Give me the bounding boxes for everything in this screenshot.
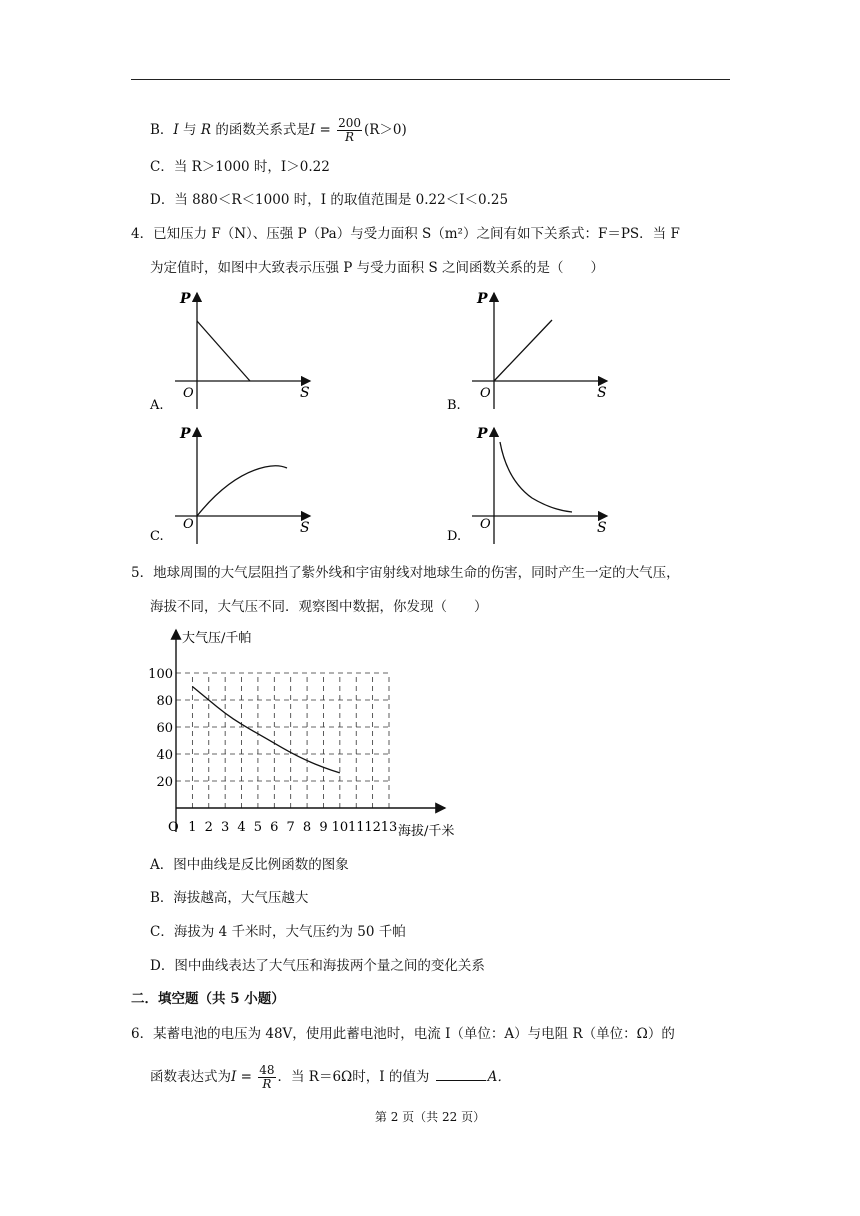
x-tick-label: 12 <box>364 820 381 835</box>
origin-label: O <box>168 820 179 835</box>
y-tick-label: 20 <box>156 775 173 790</box>
origin-label: O <box>480 386 491 401</box>
x-tick-label: 1 <box>188 820 197 835</box>
page-footer: 第 2 页（共 22 页） <box>374 1110 486 1124</box>
answer-blank[interactable] <box>436 1066 486 1081</box>
x-tick-label: 6 <box>270 820 279 835</box>
q5-option-c: C．海拔为 4 千米时，大气压约为 50 千帕 <box>150 924 406 940</box>
x-tick-label: 13 <box>380 820 398 835</box>
pressure-curve <box>192 687 339 773</box>
x-tick-label: 7 <box>286 820 295 835</box>
q5-pressure-chart <box>148 622 490 844</box>
q4-graph-d <box>447 420 627 550</box>
q6-suffix: ．当 R＝6Ω时，I 的值为 <box>277 1069 434 1085</box>
x-tick-label: 9 <box>319 820 328 835</box>
section-title: 二．填空题（共 5 小题） <box>131 991 285 1007</box>
x-axis-label: S <box>597 385 607 401</box>
y-tick-label: 100 <box>148 667 173 682</box>
q6-frac-den: R <box>262 1077 272 1091</box>
option-letter: A. <box>150 398 164 413</box>
q4-stem-line1: 4．已知压力 F（N）、压强 P（Pa）与受力面积 S（m²）之间有如下关系式：F＝PS．当 F <box>131 226 680 242</box>
x-axis-label: S <box>300 385 310 401</box>
q6-frac-num: 48 <box>259 1063 275 1077</box>
option-letter: C. <box>150 529 164 544</box>
x-tick-label: 11 <box>347 820 365 835</box>
x-tick-label: 2 <box>204 820 213 835</box>
q6-stem-line1: 6．某蓄电池的电压为 48V，使用此蓄电池时，电流 I（单位：A）与电阻 R（单位：Ω）的 <box>131 1026 675 1042</box>
q3-b-formula-lhs: I = <box>309 122 336 138</box>
q3-b-formula-rhs: (R＞0) <box>363 122 407 138</box>
q5-option-b: B．海拔越高，大气压越大 <box>150 890 309 906</box>
header-rule <box>131 79 730 80</box>
q3-b-var-r: R <box>200 122 212 138</box>
y-tick-label: 80 <box>156 694 173 709</box>
q5-stem-line2: 海拔不同，大气压不同．观察图中数据，你发现（ ） <box>150 599 488 615</box>
graph-line <box>494 320 552 381</box>
q3-b-label: B． <box>150 122 174 138</box>
q5-stem-line1: 5．地球周围的大气层阻挡了紫外线和宇宙射线对地球生命的伤害，同时产生一定的大气压， <box>131 565 680 581</box>
q6-prefix: 函数表达式为 <box>150 1069 231 1085</box>
q3-option-d: D．当 880＜R＜1000 时，I 的取值范围是 0.22＜I＜0.25 <box>150 192 509 208</box>
q6-formula-lhs: I = <box>231 1069 257 1085</box>
origin-label: O <box>183 386 194 401</box>
x-tick-label: 5 <box>253 820 263 835</box>
y-axis-title: 大气压/千帕 <box>182 631 252 646</box>
x-axis-title: 海拔/千米 <box>398 824 455 839</box>
q4-graph-c <box>150 420 330 550</box>
q3-option-b <box>150 117 407 144</box>
q3-b-text: 与 <box>178 122 201 138</box>
x-axis-label: S <box>300 520 310 536</box>
x-tick-label: 10 <box>331 820 349 835</box>
y-axis-label: P <box>180 426 191 442</box>
q3-b-frac-num: 200 <box>338 116 361 130</box>
chart-grid <box>176 673 389 808</box>
q5-option-a: A．图中曲线是反比例函数的图象 <box>150 857 349 873</box>
graph-line <box>197 321 250 381</box>
q3-b-desc: 的函数关系式是 <box>211 122 310 138</box>
y-axis-label: P <box>477 426 488 442</box>
q4-graph-a <box>150 285 330 415</box>
y-axis-label: P <box>477 291 488 307</box>
x-axis-label: S <box>597 520 607 536</box>
x-tick-label: 3 <box>221 820 230 835</box>
y-tick-label: 60 <box>156 721 173 736</box>
origin-label: O <box>480 517 491 532</box>
q5-option-d: D．图中曲线表达了大气压和海拔两个量之间的变化关系 <box>150 958 485 974</box>
graph-curve <box>197 466 287 516</box>
q3-option-c: C．当 R＞1000 时，I＞0.22 <box>150 159 330 175</box>
x-tick-label: 4 <box>237 820 246 835</box>
q4-stem-line2: 为定值时，如图中大致表示压强 P 与受力面积 S 之间函数关系的是（ ） <box>150 260 604 276</box>
q6-unit: A． <box>487 1069 511 1085</box>
option-letter: D. <box>447 529 462 544</box>
y-axis-label: P <box>180 291 191 307</box>
q3-b-fraction <box>337 117 362 144</box>
q4-graph-b <box>447 285 627 415</box>
y-tick-label: 40 <box>156 748 173 763</box>
origin-label: O <box>183 517 194 532</box>
q3-b-var-i: I <box>173 122 179 138</box>
q6-stem-line2 <box>150 1064 511 1091</box>
q3-b-frac-den: R <box>344 130 355 144</box>
graph-curve <box>500 442 572 512</box>
tick-labels <box>148 667 397 835</box>
x-tick-label: 8 <box>302 820 312 835</box>
q6-fraction <box>258 1064 275 1091</box>
option-letter: B. <box>447 398 461 413</box>
